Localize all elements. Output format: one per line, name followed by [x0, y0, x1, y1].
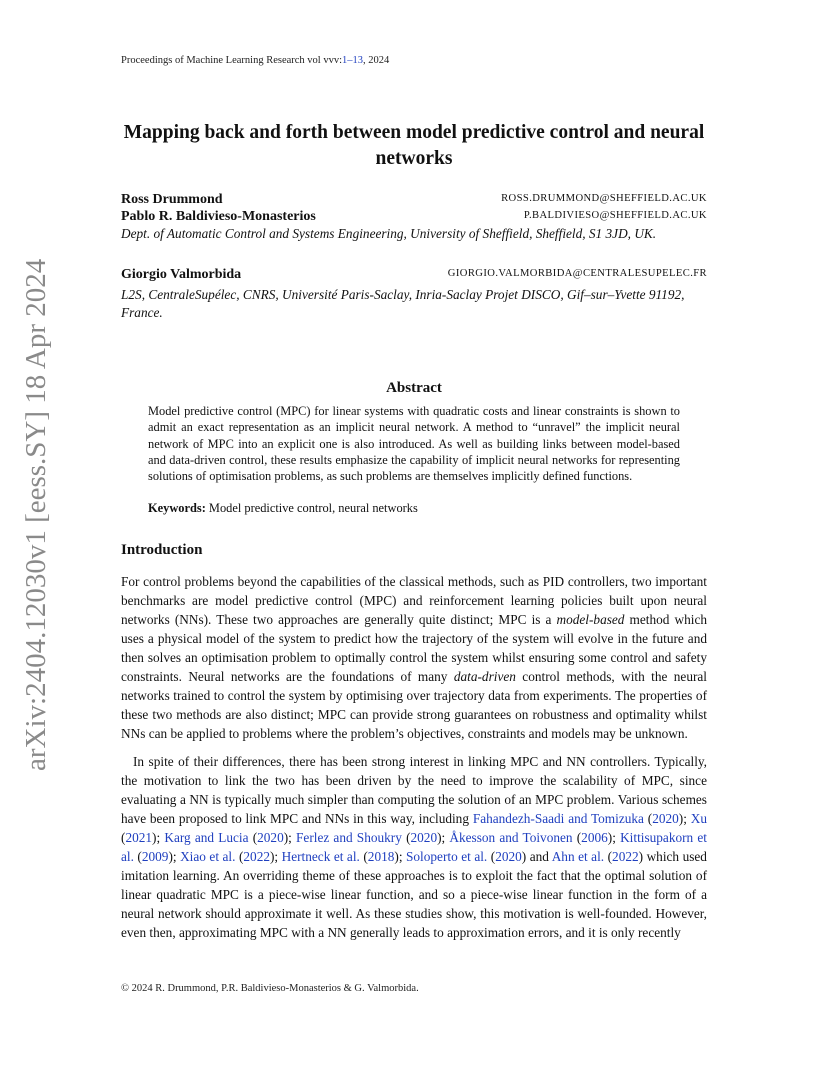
citation-link[interactable]: Xu [690, 811, 707, 826]
citation-year-link[interactable]: 2020 [495, 849, 522, 864]
citation-link[interactable]: Soloperto et al. [406, 849, 488, 864]
citation-link[interactable]: Xiao et al. [180, 849, 236, 864]
citation-year-link[interactable]: 2020 [410, 830, 438, 845]
venue-text: Proceedings of Machine Learning Research vol vvv: [121, 55, 343, 66]
citation-year-link[interactable]: 2018 [367, 849, 395, 864]
citation-link[interactable]: Fahandezh-Saadi and Tomizuka [472, 811, 644, 826]
author-row-3 [121, 267, 707, 283]
citation-year-link[interactable]: 2020 [652, 811, 679, 826]
citation-link[interactable]: Karg and Lucia [164, 830, 249, 845]
citation-year-link[interactable]: 2022 [243, 849, 270, 864]
running-header [121, 55, 389, 66]
citation-link[interactable]: Åkesson and Toivonen [449, 830, 573, 845]
copyright-footer: © 2024 R. Drummond, P.R. Baldivieso-Monasterios & G. Valmorbida. [121, 983, 419, 994]
keywords-text: Model predictive control, neural networks [205, 501, 418, 515]
text-run: which used imitation learning. An overriding theme of these approaches is to exploit the fact that the optimal solution of linear quadratic MPC is a piece-wise linear function, and so a piece-wise linear function in the form of a neural network should approximate it well. As these studies show, this motivation is well-founded. However, even then, approximating MPC with a NN generally leads to approximation errors, and it is only recently [121, 849, 707, 940]
citation-year-link[interactable]: 2022 [612, 849, 639, 864]
citation-year-link[interactable]: 2006 [581, 830, 608, 845]
abstract-body: Model predictive control (MPC) for linear systems with quadratic costs and linear constraints is shown to admit an exact representation as an implicit neural network. A method to “unravel” the implicit neural network of MPC into an explicit one is also introduced. As well as building links between model-based and data-driven control, these results emphasize the capability of implicit neural networks for representing solutions of optimisation problems, as such problems are themselves implicitly defined functions. [148, 404, 680, 484]
arxiv-stamp: arXiv:2404.12030v1 [eess.SY] 18 Apr 2024 [20, 258, 52, 771]
author-name: Giorgio Valmorbida [121, 267, 242, 282]
citation-year-link[interactable]: 2021 [125, 830, 153, 845]
author-email: ROSS.DRUMMOND@SHEFFIELD.AC.UK [501, 193, 707, 204]
intro-paragraph-1 [121, 572, 707, 743]
author-row-1 [121, 192, 707, 208]
author-email: GIORGIO.VALMORBIDA@CENTRALESUPELEC.FR [447, 268, 707, 279]
text-run: control methods, with the neural networks trained to control the system by optimising over trajectory data from experiments. The properties of these two methods are also distinct; MPC can provide strong guarantees on robustness and optimality whilst NNs can be applied to problems where the problem’s objectives, constraints and models may be unknown. [121, 669, 708, 741]
page-range-link[interactable]: 1–13 [342, 55, 364, 66]
author-name: Ross Drummond [121, 192, 223, 207]
citation-link[interactable]: Hertneck et al. [281, 849, 360, 864]
emphasis: model-based [556, 612, 625, 627]
affiliation-sheffield: Dept. of Automatic Control and Systems Engineering, University of Sheffield, Sheffield, S1 3JD, UK. [121, 226, 657, 241]
keywords [148, 501, 418, 516]
citation-year-link[interactable]: 2020 [257, 830, 284, 845]
citation-link[interactable]: Ahn et al. [551, 849, 605, 864]
emphasis: data-driven [453, 669, 516, 684]
header-year: , 2024 [363, 55, 390, 66]
author-row-2 [121, 209, 707, 225]
intro-paragraph-2: In spite of their differences, there has been strong interest in linking MPC and NN controllers. Typically, the motivation to link the two has been driven by the need to improve the scalability of MPC, since evaluating a NN is typically much simpler than computing the solution of an MPC problem. Various schemes have been proposed to link MPC and NNs in this way, including Fahandezh-Saadi and Tomizuka (2020); Xu (2021); Karg and Lucia (2020); Ferlez and Shoukry (2020); Åkesson and Toivonen (2006); Kittisupakorn et al. (2009); Xiao et al. (2022); Hertneck et al. (2018); Soloperto et al. (2020) and Ahn et al. (2022) which used imitation learning. An overriding theme of these approaches is to exploit the fact that the optimal solution of linear quadratic MPC is a piece-wise linear function, and so a piece-wise linear function in the form of a neural network should approximate it well. As these studies show, this motivation is well-founded. However, even then, approximating MPC with a NN generally leads to approximation errors, and it is only recently [121, 754, 707, 940]
text-run: method which uses a physical model of the system to predict how the trajectory of the system will evolve in the future and then solves an optimisation problem to optimally control the system whilst ensuring some control and safety constraints. Neural networks are the foundations of many [121, 612, 707, 684]
keywords-label: Keywords: [148, 501, 206, 515]
text-run: In spite of their differences, there has been strong interest in linking MPC and NN controllers. Typically, the motivation to link the two has been driven by the need to improve the scalability of MPC, since evaluating a NN is typically much simpler than computing the solution of an MPC problem. Various schemes have been proposed to link MPC and NNs in this way, including [121, 754, 707, 826]
author-name: Pablo R. Baldivieso-Monasterios [121, 209, 316, 224]
text-run: For control problems beyond the capabilities of the classical methods, such as PID controllers, two important benchmarks are model predictive control (MPC) and reinforcement learning policies built upon neural networks (NNs). These two approaches are generally quite distinct; MPC is a [121, 574, 707, 627]
abstract-heading: Abstract [386, 380, 442, 396]
citation-year-link[interactable]: 2009 [141, 849, 169, 864]
citation-link[interactable]: Kittisupakorn et al. [121, 830, 707, 864]
citation-link[interactable]: Ferlez and Shoukry [296, 830, 402, 845]
section-heading-introduction: Introduction [121, 542, 203, 558]
author-email: P.BALDIVIESO@SHEFFIELD.AC.UK [523, 210, 707, 221]
affiliation-l2s: L2S, CentraleSupélec, CNRS, Université Paris-Saclay, Inria-Saclay Projet DISCO, Gif–sur–Yvette 91192, France. [121, 287, 685, 320]
paper-title: Mapping back and forth between model predictive control and neural networks [123, 122, 705, 169]
